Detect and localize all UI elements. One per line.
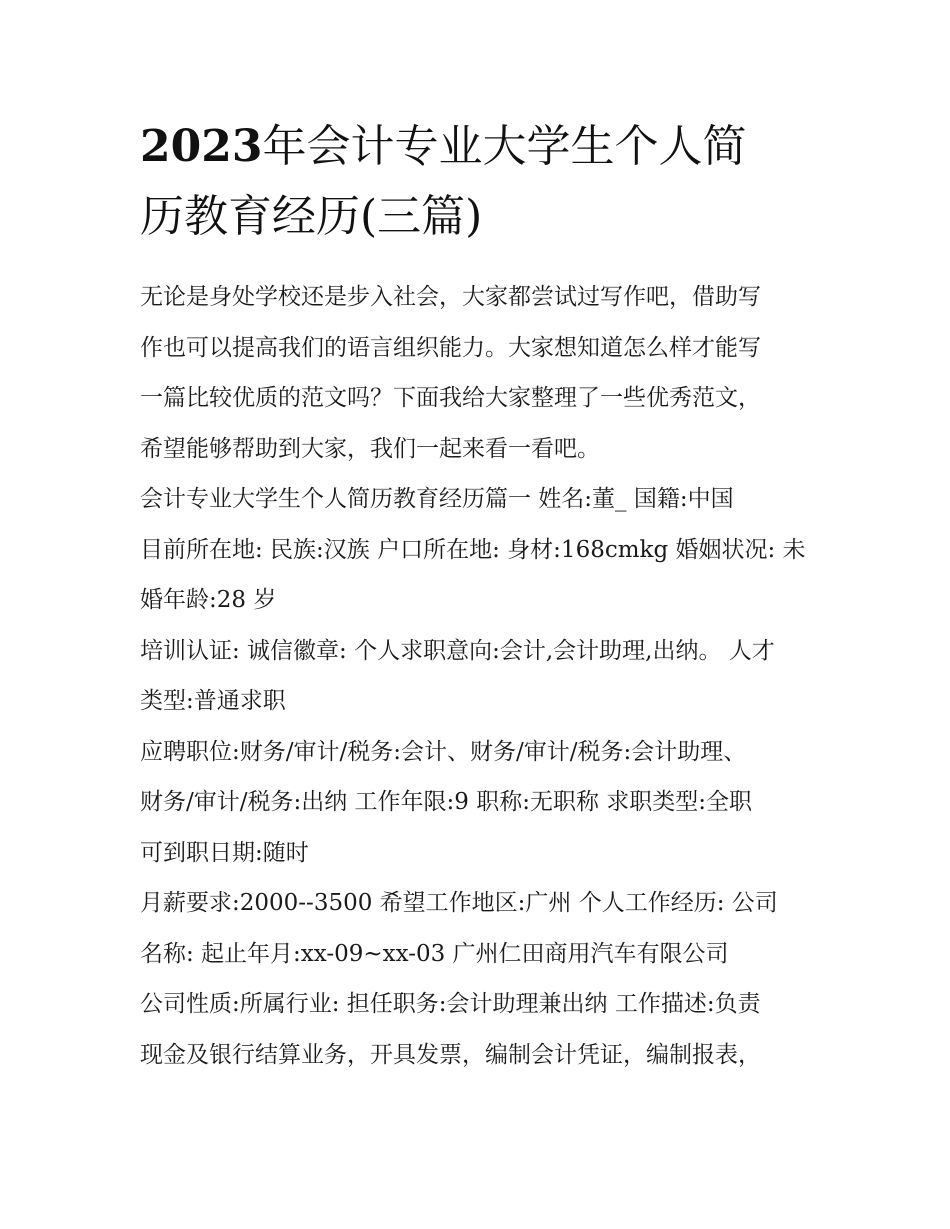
document-body bbox=[140, 272, 812, 1080]
text-line: 财务/审计/税务:出纳 工作年限:9 职称:无职称 求职类型:全职 bbox=[140, 789, 753, 815]
text-line: 现金及银行结算业务，开具发票，编制会计凭证，编制报表， bbox=[140, 1041, 761, 1068]
career-intent-paragraph bbox=[140, 626, 812, 727]
text-line: 会计专业大学生个人简历教育经历篇一 姓名:董_ 国籍:中国 bbox=[140, 486, 734, 512]
text-line: 目前所在地: 民族:汉族 户口所在地: 身材:168cmkg 婚姻状况: 未 bbox=[140, 536, 806, 563]
text-line: 作也可以提高我们的语言组织能力。大家想知道怎么样才能写 bbox=[140, 334, 761, 361]
text-line: 希望能够帮助到大家，我们一起来看一看吧。 bbox=[140, 435, 600, 462]
text-line: 可到职日期:随时 bbox=[140, 839, 309, 866]
text-line: 一篇比较优质的范文吗？下面我给大家整理了一些优秀范文， bbox=[140, 385, 761, 411]
text-line: 应聘职位:财务/审计/税务:会计、财务/审计/税务:会计助理、 bbox=[140, 738, 747, 765]
personal-info-paragraph bbox=[140, 525, 812, 626]
text-line: 月薪要求:2000--3500 希望工作地区:广州 个人工作经历: 公司 bbox=[140, 890, 778, 916]
text-line: 无论是身处学校还是步入社会，大家都尝试过写作吧，借助写 bbox=[140, 284, 761, 310]
title-line-1-text: 年会计专业大学生个人简 bbox=[262, 121, 747, 172]
title-year: 2023 bbox=[140, 121, 263, 172]
title-line-1 bbox=[140, 112, 812, 182]
intro-paragraph bbox=[140, 272, 812, 474]
applied-position-paragraph bbox=[140, 727, 812, 879]
text-line: 公司性质:所属行业: 担任职务:会计助理兼出纳 工作描述:负责 bbox=[140, 991, 761, 1017]
document-title bbox=[140, 112, 812, 252]
text-line: 类型:普通求职 bbox=[140, 688, 286, 714]
resume-heading-paragraph bbox=[140, 474, 812, 525]
salary-experience-paragraph bbox=[140, 878, 812, 979]
text-line: 婚年龄:28 岁 bbox=[140, 587, 277, 613]
document-content bbox=[140, 112, 812, 1080]
title-line-2: 历教育经历(三篇) bbox=[140, 191, 483, 242]
text-line: 名称: 起止年月:xx-09~xx-03 广州仁田商用汽车有限公司 bbox=[140, 940, 729, 967]
job-description-paragraph bbox=[140, 979, 812, 1080]
text-line: 培训认证: 诚信徽章: 个人求职意向:会计,会计助理,出纳。 人才 bbox=[140, 637, 775, 664]
